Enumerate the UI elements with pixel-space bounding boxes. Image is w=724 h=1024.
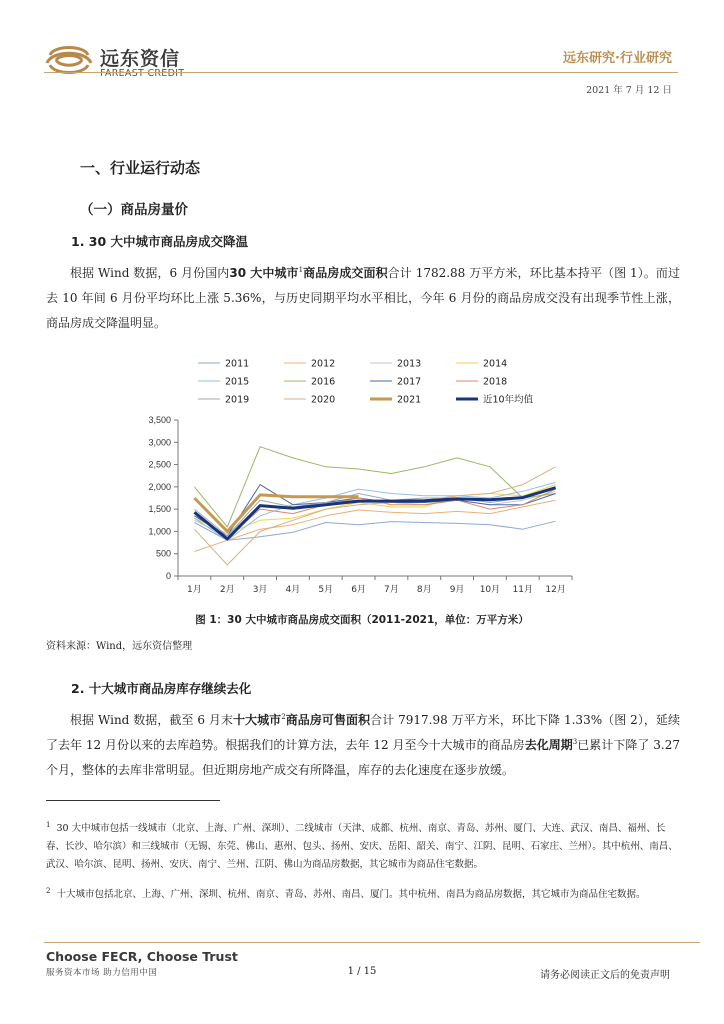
x-tick-label: 11月 xyxy=(512,585,533,595)
legend-label: 2017 xyxy=(397,376,422,388)
footnote-2 xyxy=(46,886,680,904)
x-tick-label: 10月 xyxy=(479,585,501,595)
x-tick-label: 5月 xyxy=(318,585,334,595)
legend-label: 2018 xyxy=(483,376,508,388)
footnote-1 xyxy=(46,820,680,874)
p2-bold-cycle: 去化周期 xyxy=(524,738,573,752)
p1-bold-cities: 30 大中城市 xyxy=(229,266,299,280)
fareast-logo-icon xyxy=(44,41,94,79)
report-date: 2021 年 7 月 12 日 xyxy=(586,85,672,96)
footer-divider xyxy=(44,942,700,943)
series-line-2017 xyxy=(194,485,555,536)
p1-text-a: 根据 Wind 数据，6 月份国内 xyxy=(70,266,230,280)
y-tick-label: 1,000 xyxy=(148,526,171,537)
y-tick-label: 3,500 xyxy=(148,415,171,425)
logo-english-name: FAREAST CREDIT xyxy=(100,68,185,79)
page-number: 1 / 15 xyxy=(347,966,377,977)
footnote-2-mark: 2 xyxy=(46,886,51,895)
x-tick-label: 8月 xyxy=(416,585,432,595)
figure-caption: 图 1：30 大中城市商品房成交面积（2011-2021，单位：万平方米） xyxy=(195,614,529,626)
footnote-2-text: 十大城市包括北京、上海、广州、深圳、杭州、南京、青岛、苏州、南昌、厦门。其中杭州、南昌为商品房数据，其它城市为商品住宅数据。 xyxy=(56,889,646,900)
p1-bold-area: 商品房成交面积 xyxy=(303,266,388,280)
legend-label: 2020 xyxy=(311,394,336,406)
legend-label: 2013 xyxy=(397,358,422,370)
p2-text-c: 合计 7917.98 万平方米，环比下降 1.33%（图 2），延续了去年 12 月份以来的去库趋势。根据我们的计算方法，去年 12 月至今十大城市的商品房 xyxy=(46,713,680,752)
x-tick-label: 2月 xyxy=(219,585,235,595)
footnote-ref-1[interactable]: 1 xyxy=(298,266,304,274)
y-tick-label: 2,000 xyxy=(148,481,171,492)
legend-label: 2011 xyxy=(225,358,250,370)
legend-label: 2014 xyxy=(483,358,508,370)
x-tick-label: 3月 xyxy=(252,585,268,595)
p1-text-c: 合计 1782.88 万平方米，环比基本持平（图 1）。而过去 10 年间 6 月份平均环比上涨 5.36%，与历史同期平均水平相比，今年 6 月份的商品房成交没有出现季节性上涨，商品房成交降温明显。 xyxy=(46,266,680,330)
y-tick-label: 500 xyxy=(155,548,171,559)
footer-slogan-cn: 服务资本市场 助力信用中国 xyxy=(46,968,158,978)
subsection-heading: （一）商品房量价 xyxy=(80,202,188,218)
p2-text-d: 已累计下降了 3.27 个月，整体的去库非常明显。但近期房地产成交有所降温，库存的去化速度在逐步放缓。 xyxy=(46,738,680,777)
logo-chinese-name: 远东资信 xyxy=(100,48,181,70)
legend-label: 近10年均值 xyxy=(483,394,534,406)
legend-label: 2012 xyxy=(311,358,336,370)
x-tick-label: 4月 xyxy=(285,585,301,595)
p2-text-a: 根据 Wind 数据，截至 6 月末 xyxy=(70,713,233,727)
footnote-1-text: 30 大中城市包括一线城市（北京、上海、广州、深圳）、二线城市（天津、成都、杭州、南京、青岛、苏州、厦门、大连、武汉、南昌、福州、长春、长沙、哈尔滨）和三线城市（无锡、东莞、佛山、惠州、包头、扬州、安庆、岳阳、韶关、南宁、江阴、昆明、石家庄、兰州）。其中杭州、南昌、武汉、哈尔滨、昆明、扬州、安庆、南宁、兰州、江阴、佛山为商品房数据，其它城市为商品住宅数据。 xyxy=(46,823,678,870)
paragraph-1 xyxy=(46,261,680,336)
section-heading: 一、行业运行动态 xyxy=(80,159,201,177)
x-tick-label: 9月 xyxy=(449,585,465,595)
x-tick-label: 6月 xyxy=(351,585,366,595)
footnote-divider xyxy=(46,800,220,801)
header-divider xyxy=(44,72,678,73)
footer-disclaimer[interactable]: 请务必阅读正文后的免责声明 xyxy=(540,970,670,981)
figure-source: 资料来源：Wind，远东资信整理 xyxy=(46,641,193,652)
legend-label: 2015 xyxy=(225,376,250,388)
y-tick-label: 0 xyxy=(165,571,171,581)
x-tick-label: 1月 xyxy=(187,585,202,595)
series-line-2016 xyxy=(194,447,555,527)
line-chart xyxy=(140,346,580,602)
x-tick-label: 12月 xyxy=(545,585,566,595)
footnote-1-mark: 1 xyxy=(46,820,51,829)
y-tick-label: 2,500 xyxy=(148,459,171,470)
legend-label: 2016 xyxy=(311,376,336,388)
paragraph-2 xyxy=(46,708,680,783)
x-tick-label: 7月 xyxy=(384,585,399,595)
footnote-ref-2[interactable]: 2 xyxy=(281,713,286,721)
topic-heading-1: 1. 30 大中城市商品房成交降温 xyxy=(71,234,249,249)
y-tick-label: 1,500 xyxy=(148,504,171,515)
footer-slogan-en: Choose FECR, Choose Trust xyxy=(46,949,238,964)
page-header xyxy=(0,0,724,110)
p2-bold-cities: 十大城市 xyxy=(232,713,282,727)
report-type: 远东研究·行业研究 xyxy=(563,51,672,66)
p2-bold-inventory: 商品房可售面积 xyxy=(285,713,371,727)
legend-label: 2021 xyxy=(397,394,422,406)
topic-heading-2: 2. 十大城市商品房库存继续去化 xyxy=(71,681,252,696)
legend-label: 2019 xyxy=(225,394,250,406)
y-tick-label: 3,000 xyxy=(148,437,171,448)
footnote-ref-3[interactable]: 3 xyxy=(572,738,578,746)
